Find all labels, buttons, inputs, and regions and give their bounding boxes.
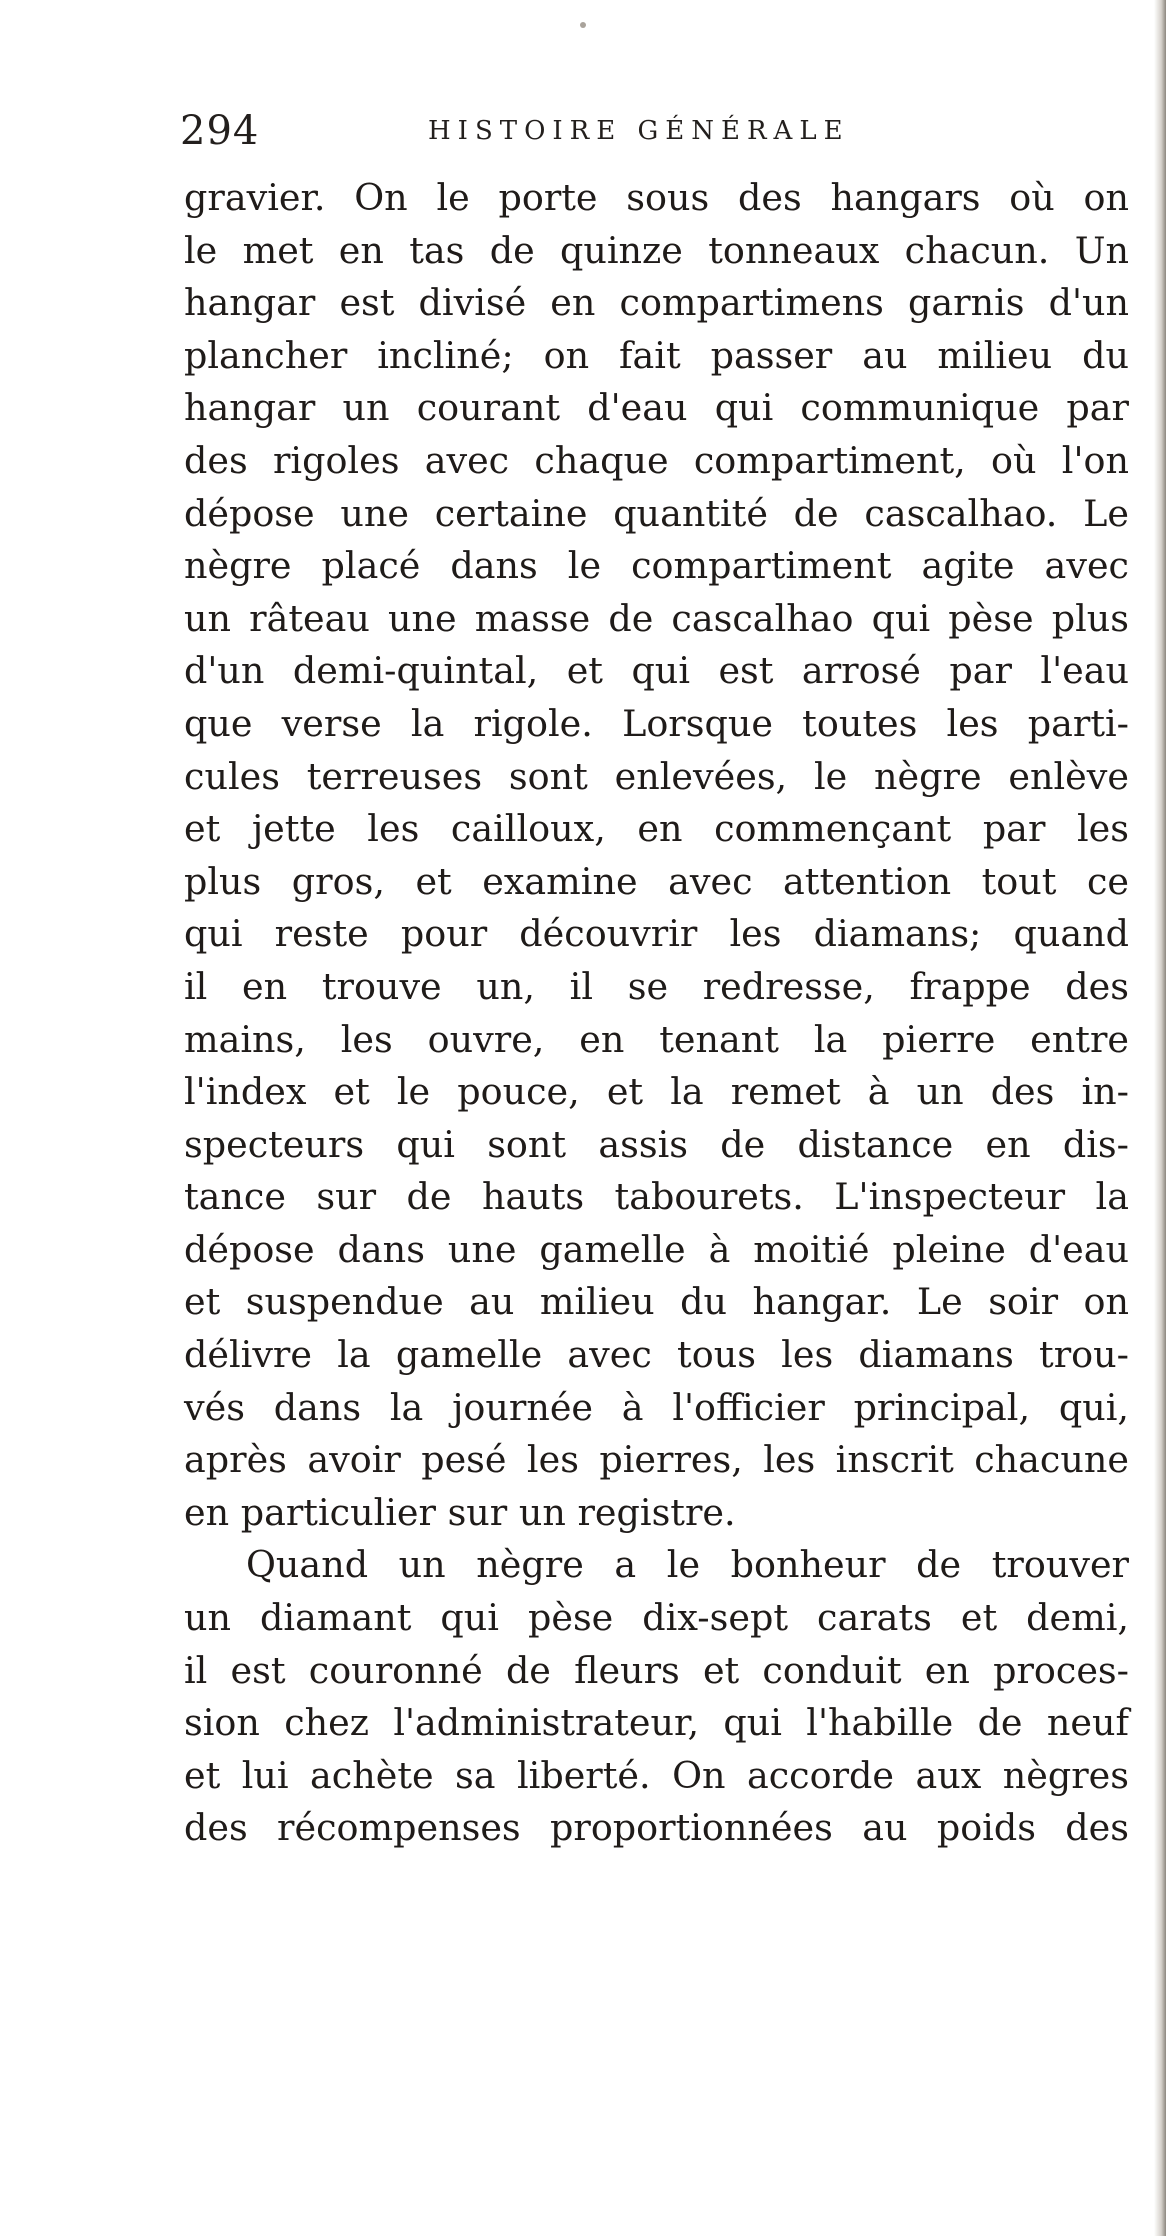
text-line: hangar est divisé en compartimens garnis d'un xyxy=(184,281,1129,325)
text-line: en particulier sur un registre. xyxy=(184,1490,736,1534)
page-number: 294 xyxy=(180,108,260,154)
text-line: plancher incliné; on fait passer au milieu du xyxy=(184,333,1129,377)
text-line: hangar un courant d'eau qui communique par xyxy=(184,386,1129,430)
text-line: mains, les ouvre, en tenant la pierre entre xyxy=(184,1017,1129,1061)
text-line: vés dans la journée à l'officier principal, qui, xyxy=(184,1385,1129,1429)
text-line: et lui achète sa liberté. On accorde aux nègres xyxy=(184,1753,1129,1797)
text-line: des rigoles avec chaque compartiment, où l'on xyxy=(184,438,1129,482)
text-line: dépose dans une gamelle à moitié pleine d'eau xyxy=(184,1227,1129,1271)
text-line: et jette les cailloux, en commençant par les xyxy=(184,807,1129,851)
text-line: l'index et le pouce, et la remet à un des in- xyxy=(184,1070,1129,1114)
running-head: HISTOIRE GÉNÉRALE xyxy=(428,116,850,146)
text-line: nègre placé dans le compartiment agite avec xyxy=(184,544,1129,588)
page-header xyxy=(180,108,970,168)
text-line: Quand un nègre a le bonheur de trouver xyxy=(246,1543,1129,1587)
text-line: après avoir pesé les pierres, les inscrit chacune xyxy=(184,1438,1129,1482)
text-line: specteurs qui sont assis de distance en dis- xyxy=(184,1122,1129,1166)
page-edge-shadow xyxy=(1154,0,1166,2236)
text-line: qui reste pour découvrir les diamans; quand xyxy=(184,912,1129,956)
text-line: tance sur de hauts tabourets. L'inspecteur la xyxy=(184,1175,1129,1219)
text-line: le met en tas de quinze tonneaux chacun. Un xyxy=(184,228,1129,272)
text-line: sion chez l'administrateur, qui l'habille de neuf xyxy=(184,1701,1129,1745)
text-line: un diamant qui pèse dix-sept carats et demi, xyxy=(184,1596,1129,1640)
text-line: des récompenses proportionnées au poids des xyxy=(184,1806,1129,1850)
text-line: gravier. On le porte sous des hangars où on xyxy=(184,176,1129,219)
body-text xyxy=(184,172,1129,1855)
text-line: délivre la gamelle avec tous les diamans trou- xyxy=(184,1333,1129,1377)
text-line: que verse la rigole. Lorsque toutes les parti- xyxy=(184,701,1129,745)
text-line: plus gros, et examine avec attention tout ce xyxy=(184,859,1129,903)
text-line: et suspendue au milieu du hangar. Le soir on xyxy=(184,1280,1129,1324)
ink-speck xyxy=(580,22,586,28)
text-line: un râteau une masse de cascalhao qui pèse plus xyxy=(184,596,1129,640)
text-line: dépose une certaine quantité de cascalhao. Le xyxy=(184,491,1129,535)
text-line: il en trouve un, il se redresse, frappe des xyxy=(184,964,1129,1008)
text-line: cules terreuses sont enlevées, le nègre enlève xyxy=(184,754,1129,798)
text-line: d'un demi-quintal, et qui est arrosé par l'eau xyxy=(184,649,1129,693)
text-line: il est couronné de fleurs et conduit en proces- xyxy=(184,1648,1129,1692)
